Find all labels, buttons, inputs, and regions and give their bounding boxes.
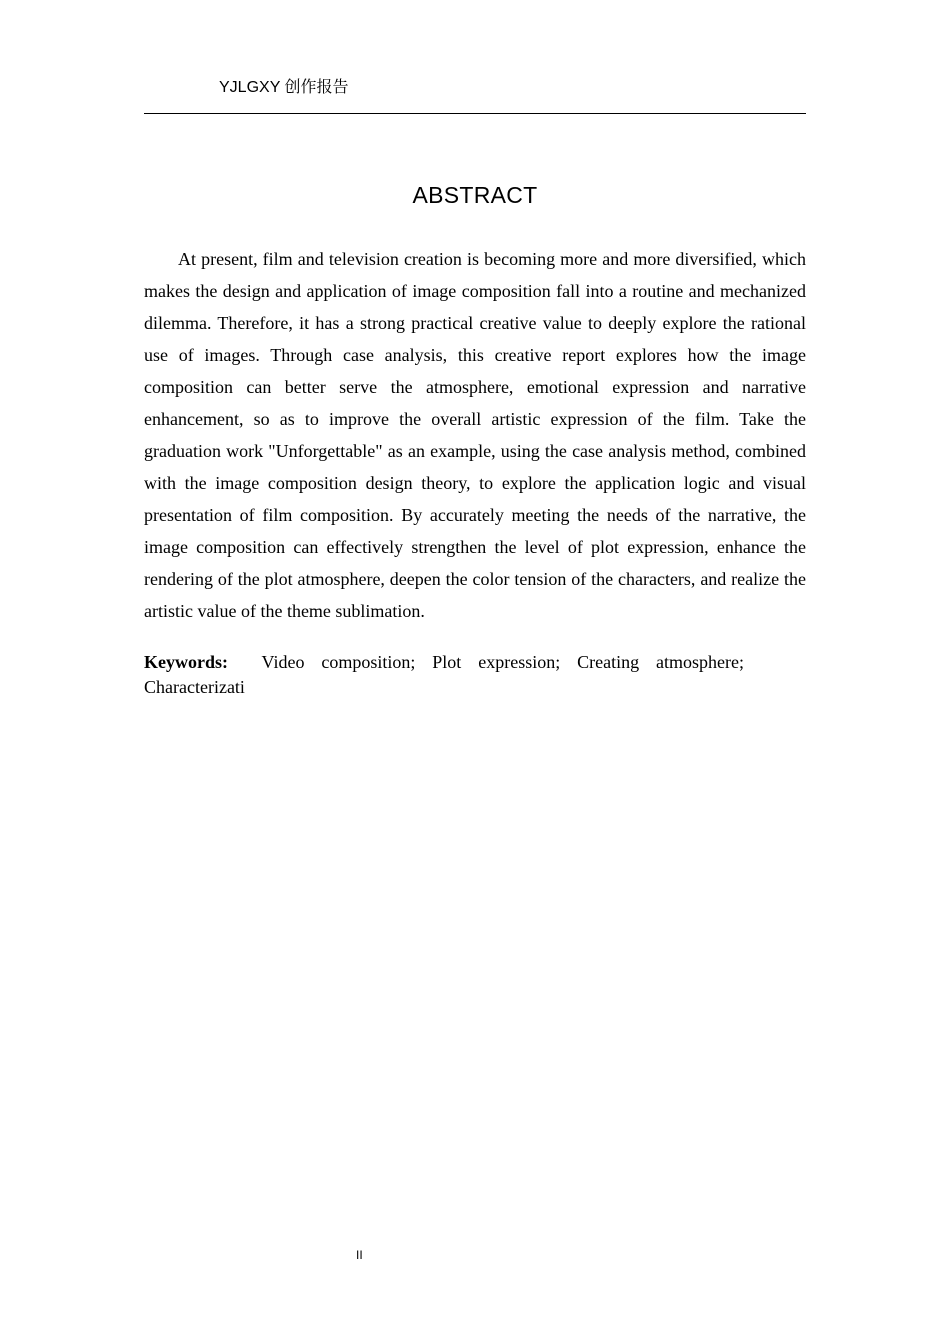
keywords-label: Keywords: xyxy=(144,652,228,672)
page-number: II xyxy=(356,1248,363,1262)
abstract-paragraph: At present, film and television creation is becoming more and more diversified, which makes the design and application of image composition fall into a routine and mechanized dilemma. Therefore, it has a strong practical creative value to deeply explore the rational use of images. Through case analysis, this creative report explores how the image composition can better serve the atmosphere, emotional expression and narrative enhancement, so as to improve the overall artistic expression of the film. Take the graduation work "Unforgettable" as an example, using the case analysis method, combined with the image composition design theory, to explore the application logic and visual presentation of film composition. By accurately meeting the needs of the narrative, the image composition can effectively strengthen the level of plot expression, enhance the rendering of the plot atmosphere, deepen the color tension of the characters, and realize the artistic value of the theme sublimation. xyxy=(144,249,806,621)
keywords-line xyxy=(144,650,744,700)
abstract-heading: ABSTRACT xyxy=(412,182,538,208)
keywords-text: Video composition; Plot expression; Creating atmosphere; Characterizati xyxy=(144,652,744,697)
header-divider xyxy=(144,113,806,114)
running-header: YJLGXY 创作报告 xyxy=(219,79,349,96)
